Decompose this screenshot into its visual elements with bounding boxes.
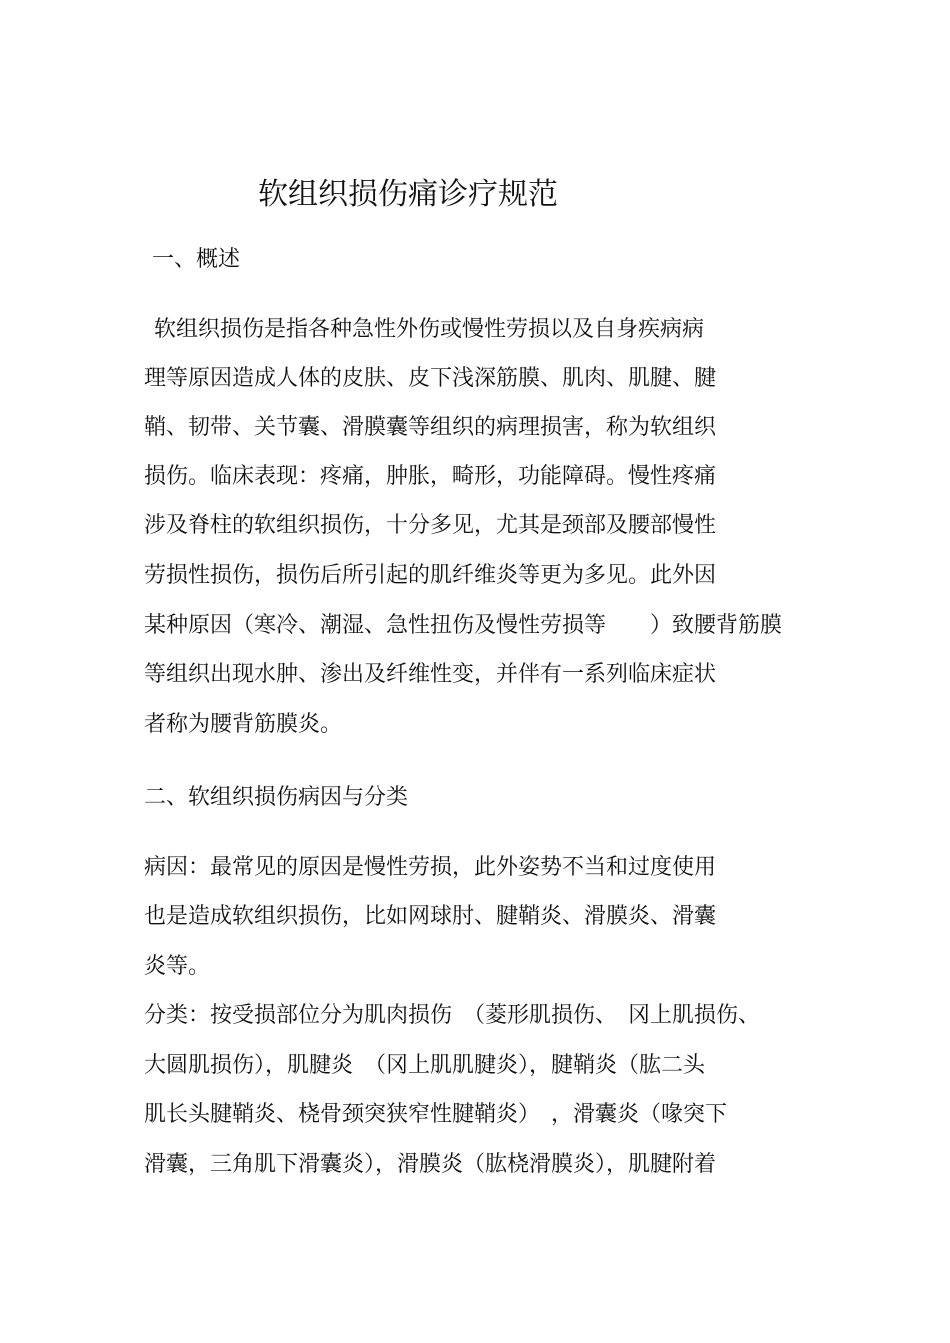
section1-line-5: 涉及脊柱的软组织损伤，十分多见，尤其是颈部及腰部慢性 bbox=[144, 513, 717, 538]
section2-line-3: 炎等。 bbox=[144, 954, 211, 979]
section2-line-1: 病因：最常见的原因是慢性劳损，此外姿势不当和过度使用 bbox=[144, 855, 717, 880]
section2-line-4: 分类：按受损部位分为肌肉损伤 （菱形肌损伤、 冈上肌损伤、 bbox=[144, 1003, 761, 1028]
section1-line-3: 鞘、韧带、关节囊、滑膜囊等组织的病理损害，称为软组织 bbox=[144, 415, 717, 440]
section1-line-4: 损伤。临床表现：疼痛，肿胀，畸形，功能障碍。慢性疼痛 bbox=[144, 464, 717, 489]
document-title: 软组织损伤痛诊疗规范 bbox=[258, 177, 558, 212]
section1-line-8: 等组织出现水肿、渗出及纤维性变，并伴有一系列临床症状 bbox=[144, 662, 717, 687]
section1-line-7: 某种原因（寒冷、潮湿、急性扭伤及慢性劳损等 ）致腰背筋膜 bbox=[144, 613, 783, 638]
section1-line-9: 者称为腰背筋膜炎。 bbox=[144, 712, 343, 737]
section2-line-5: 大圆肌损伤），肌腱炎 （冈上肌肌腱炎），腱鞘炎（肱二头 bbox=[144, 1053, 706, 1078]
section2-line-7: 滑囊，三角肌下滑囊炎），滑膜炎（肱桡滑膜炎），肌腱附着 bbox=[144, 1152, 717, 1177]
section1-line-1: 软组织损伤是指各种急性外伤或慢性劳损以及自身疾病病 bbox=[154, 317, 705, 342]
section1-heading: 一、概述 bbox=[152, 247, 241, 272]
section2-line-2: 也是造成软组织损伤，比如网球肘、腱鞘炎、滑膜炎、滑囊 bbox=[144, 904, 717, 929]
section1-line-2: 理等原因造成人体的皮肤、皮下浅深筋膜、肌肉、肌腱、腱 bbox=[144, 366, 717, 391]
section2-heading: 二、软组织损伤病因与分类 bbox=[144, 785, 409, 810]
section2-line-6: 肌长头腱鞘炎、桡骨颈突狭窄性腱鞘炎） ，滑囊炎（喙突下 bbox=[144, 1102, 728, 1127]
section1-line-6: 劳损性损伤，损伤后所引起的肌纤维炎等更为多见。此外因 bbox=[144, 563, 717, 588]
